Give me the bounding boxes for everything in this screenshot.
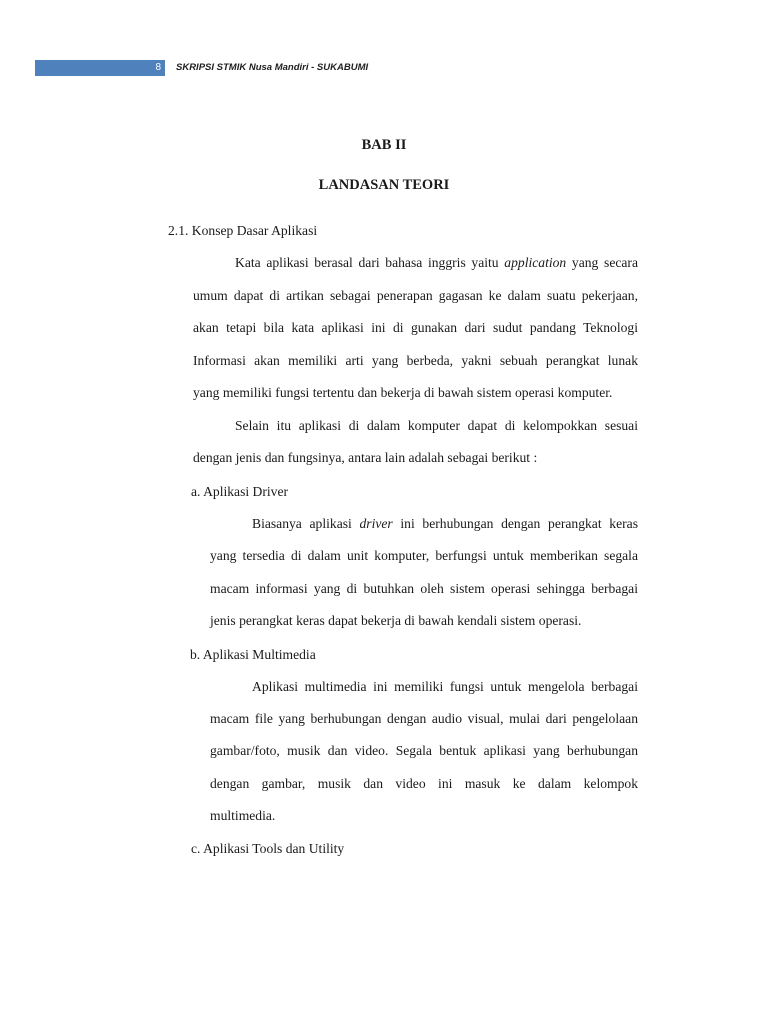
paragraph-2-line-2: dengan jenis dan fungsinya, antara lain adalah sebagai berikut : <box>193 450 538 465</box>
paragraph-1-line-4: Informasi akan memiliki arti yang berbeda, yakni sebuah perangkat lunak <box>193 353 638 368</box>
page-number: 8 <box>155 62 161 73</box>
item-a-heading: a. Aplikasi Driver <box>191 484 289 499</box>
item-a-line-2: yang tersedia di dalam unit komputer, berfungsi untuk memberikan segala <box>210 548 638 563</box>
item-b-line-1: Aplikasi multimedia ini memiliki fungsi untuk mengelola berbagai <box>252 679 638 694</box>
section-heading: 2.1. Konsep Dasar Aplikasi <box>168 223 318 238</box>
header-title: SKRIPSI STMIK Nusa Mandiri - SUKABUMI <box>176 62 369 73</box>
chapter-title: LANDASAN TEORI <box>318 177 450 193</box>
header-page-bar <box>35 60 165 76</box>
item-b-line-2: macam file yang berhubungan dengan audio visual, mulai dari pengelolaan <box>210 711 638 726</box>
item-b-heading: b. Aplikasi Multimedia <box>190 647 316 662</box>
item-b-line-5: multimedia. <box>210 808 276 823</box>
item-a-line-1: Biasanya aplikasi driver ini berhubungan dengan perangkat keras <box>252 516 638 531</box>
item-a-line-4: jenis perangkat keras dapat bekerja di bawah kendali sistem operasi. <box>210 613 582 628</box>
item-b-line-4: dengan gambar, musik dan video ini masuk ke dalam kelompok <box>210 776 638 791</box>
paragraph-2-line-1: Selain itu aplikasi di dalam komputer dapat di kelompokkan sesuai <box>235 418 638 433</box>
item-b-line-3: gambar/foto, musik dan video. Segala bentuk aplikasi yang berhubungan <box>210 743 638 758</box>
item-c-heading: c. Aplikasi Tools dan Utility <box>191 841 345 856</box>
chapter-number: BAB II <box>361 137 407 153</box>
item-a-line-3: macam informasi yang di butuhkan oleh sistem operasi sehingga berbagai <box>210 581 638 596</box>
paragraph-1-line-5: yang memiliki fungsi tertentu dan bekerja di bawah sistem operasi komputer. <box>193 385 613 400</box>
paragraph-1-line-3: akan tetapi bila kata aplikasi ini di gunakan dari sudut pandang Teknologi <box>193 320 638 335</box>
paragraph-1-line-2: umum dapat di artikan sebagai penerapan gagasan ke dalam suatu pekerjaan, <box>193 288 638 303</box>
paragraph-1-line-1: Kata aplikasi berasal dari bahasa inggris yaitu application yang secara <box>235 255 638 270</box>
